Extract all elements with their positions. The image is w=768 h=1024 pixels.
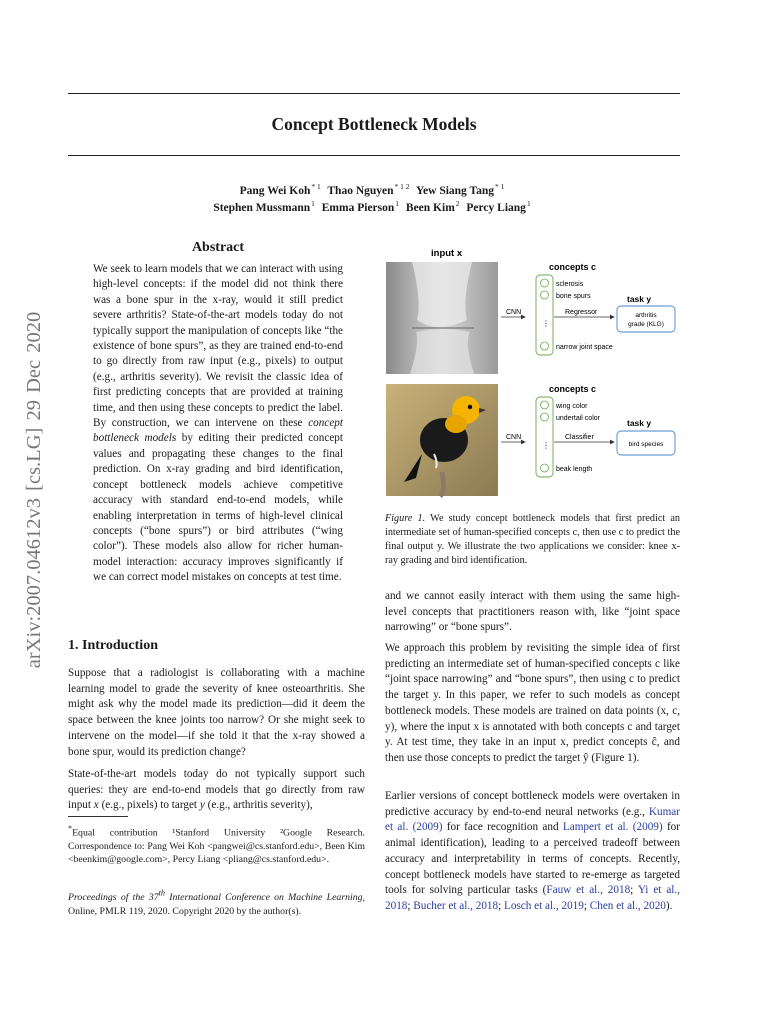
bird-image (386, 384, 498, 496)
author-name: Thao Nguyen (327, 184, 394, 197)
cnn-label-xray: CNN (506, 309, 522, 316)
paper-title: Concept Bottleneck Models (271, 114, 477, 134)
task-label-xray: task y (627, 294, 652, 304)
figure-1-caption (385, 512, 680, 568)
footnote (68, 822, 365, 866)
task-box-text: bird species (628, 441, 664, 448)
citation-link[interactable]: Fauw et al., 2018 (546, 884, 631, 897)
author-name: Percy Liang (466, 201, 526, 214)
cnn-label-bird: CNN (506, 434, 522, 441)
concept-label: narrow joint space (556, 344, 613, 351)
intro-paragraph-1: Suppose that a radiologist is collaborating with a machine learning model to grade the severity of knee osteoarthritis. She might ask why the model made its prediction—did it deem the space between the knee joints too narrow? Or she might seek to intervene on the model—if she told it that the x-ray showed a bone spur, would its prediction change? (68, 667, 365, 758)
xray-image (386, 262, 498, 374)
math-y: y (199, 799, 205, 812)
text-part: State-of-the-art models today do not typically support such queries: they are end-to-end models that go directly from raw input (68, 768, 365, 812)
author-affiliation: 1 (526, 199, 531, 208)
citation-link[interactable]: Kumar et al. (2009) (385, 805, 680, 834)
title-rule-top (68, 93, 680, 94)
citation-link[interactable]: Lampert et al. (2009) (562, 821, 663, 834)
caption-text: We study concept bottleneck models that first predict an intermediate set of human-specified concepts c, then use c to predict the final output y. We illustrate the two applications we consider: knee x-ray grading and bird identification. (385, 513, 680, 566)
concept-label: undertail color (556, 415, 600, 422)
right-paragraph-2: We approach this problem by revisiting the simple idea of first predicting an intermediate set of human-specified concepts c like “joint space narrowing” and “bone spurs”, then using c to predict the target y. In this paper, we refer to such models as concept bottleneck models. These models are trained on data points (x, c, y), where the input x is annotated with both concepts c and target y. At test time, they take in an input x, predict concepts ĉ, and then use those concepts to predict the target ŷ (Figure 1). (385, 642, 680, 764)
abstract-body (93, 262, 343, 586)
arxiv-identifier-stamp[interactable]: arXiv:2007.04612v3 [cs.LG] 29 Dec 2020 (23, 311, 45, 669)
author-name: Emma Pierson (321, 201, 395, 214)
classifier-label: Classifier (565, 434, 594, 441)
abstract-text-part: We seek to learn models that we can interact with using high-level concepts: if the model did not think there was a bone spur in the x-ray, would it still predict severe arthritis? State-of-the-art models today do not typically support the manipulation of concepts like “the existence of bone spurs”, as they are trained end-to-end to go directly from raw input (e.g., pixels) to output (e.g., arthritis severity). We revisit the classic idea of first predicting concepts that are provided at training time, and then using these concepts to predict the label. By construction, we can intervene on these (93, 263, 343, 430)
section-heading-introduction: 1. Introduction (68, 638, 158, 653)
concept-label: wing color (556, 403, 588, 410)
citation-link[interactable]: Chen et al., 2020 (589, 899, 666, 912)
footnote-marker: * (68, 824, 73, 833)
figure-1-diagram (382, 242, 682, 500)
text-part: (e.g., arthritis severity), (204, 799, 313, 812)
text-part: International Conference on Machine Learning (165, 892, 363, 904)
author-name: Yew Siang Tang (416, 184, 494, 197)
caption-label: Figure 1. (385, 513, 426, 524)
text-part: Proceedings of the 37 (68, 892, 159, 904)
text-part: , Online, PMLR 119, 2020. Copyright 2020 by the author(s). (68, 892, 365, 917)
concepts-label-xray: concepts c (549, 262, 597, 272)
author-name: Stephen Mussmann (213, 201, 311, 214)
task-box-text: arthritis (635, 312, 657, 319)
text-part: for animal identification), leading to a perceived tradeoff between accuracy and interpretability in terms of concepts. Recently, concept bottleneck models have started to re-emerge as targeted tools for solving particular tasks ( (385, 821, 680, 897)
authors-line-1 (68, 182, 680, 197)
footnote-text: Equal contribution ¹Stanford University ²Google Research. Correspondence to: Pang Wei Koh <pangwei@cs.stanford.edu>, Been Kim <beenkim@google.com>, Percy Liang <pliang@cs.stanford.edu>. (68, 827, 365, 865)
author-affiliation: 1 (395, 199, 400, 208)
footnote-rule (68, 816, 128, 817)
ellipsis-dots: ⋮ (542, 319, 550, 328)
text-part: (e.g., pixels) to target (98, 799, 200, 812)
task-box-text: grade (KLG) (628, 321, 664, 328)
task-label-bird: task y (627, 418, 652, 428)
abstract-heading: Abstract (191, 240, 245, 255)
text-part: ). (665, 899, 673, 912)
author-affiliation: * 1 (311, 182, 321, 191)
author-name: Been Kim (405, 201, 455, 214)
text-part: th (158, 889, 165, 898)
concept-label: bone spurs (556, 293, 591, 300)
regressor-label: Regressor (565, 309, 598, 316)
intro-paragraph-2 (68, 767, 365, 814)
author-name: Pang Wei Koh (239, 184, 311, 197)
task-box-xray (617, 306, 675, 332)
abstract-text-part: by editing their predicted concept values and propagating these changes to the final prediction. On x-ray grading and bird identification, concept bottleneck models achieve competitive accuracy with standard end-to-end models, while enabling interpretation in terms of high-level clinical concepts (“bone spurs”) or bird attributes (“wing color”). These models also allow for richer human-model interaction: accuracy improves significantly if we can correct model mistakes on concepts at test time. (93, 432, 343, 584)
input-label: input x (431, 248, 463, 259)
citation-link[interactable]: Yi et al., 2018 (385, 884, 680, 912)
text-part: Earlier versions of concept bottleneck models were overtaken in predictive accuracy by end-to-end neural networks (e.g., (385, 790, 680, 818)
ellipsis-dots: ⋮ (542, 441, 550, 450)
author-affiliation: * 1 (494, 182, 505, 191)
citation-link[interactable]: Losch et al., 2019 (504, 899, 584, 912)
text-part: for face recognition and (442, 821, 563, 834)
abstract-emphasis: concept bottleneck models (93, 417, 343, 445)
title-rule-bottom (68, 155, 680, 156)
right-paragraph-3: Earlier versions of concept bottleneck models were overtaken in predictive accuracy by end-to-end neural networks (e.g., Kumar et al. (2009) for face recognition and Lampert et al. (2009) for animal identification), leading to a perceived tradeoff between accuracy and interpretability in terms of concepts. Recently, concept bottleneck models have started to re-emerge as targeted tools for solving particular tasks (Fauw et al., 2018; Yi et al., 2018; Bucher et al., 2018; Losch et al., 2019; Chen et al., 2020). (385, 790, 680, 912)
right-paragraph-1: and we cannot easily interact with them using the same high-level concepts that practitioners reason with, like “joint space narrowing” or “bone spurs”. (385, 590, 680, 634)
author-affiliation: 1 (311, 199, 315, 208)
author-affiliation: * 1 2 (394, 182, 410, 191)
citation-link[interactable]: Bucher et al., 2018 (413, 899, 499, 912)
authors-line-2 (68, 199, 680, 214)
concept-label: sclerosis (556, 281, 584, 288)
concept-label: beak length (556, 466, 593, 473)
proceedings-note (68, 887, 365, 918)
math-x: x (93, 799, 99, 812)
concepts-label-bird: concepts c (549, 384, 597, 394)
author-affiliation: 2 (455, 199, 460, 208)
